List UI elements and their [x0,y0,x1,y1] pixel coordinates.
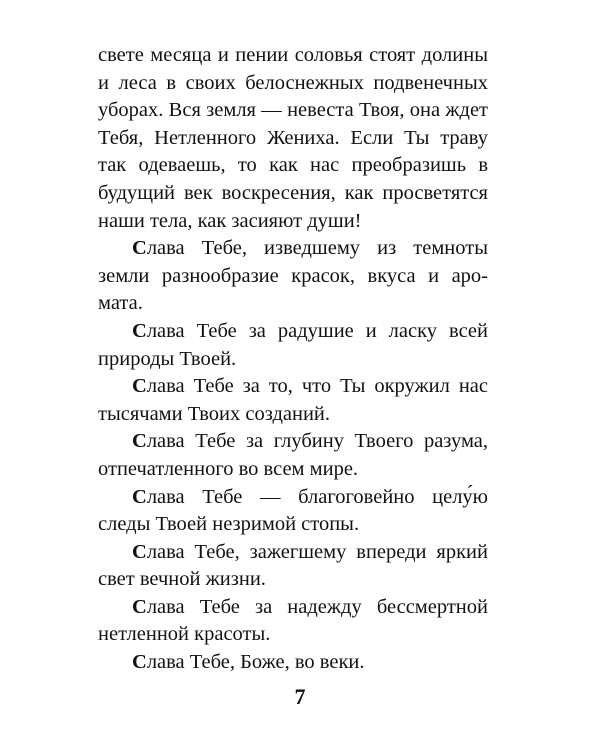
doxology-initial: С [132,651,147,674]
doxology-initial: С [132,319,147,342]
doxology-initial: С [132,540,147,563]
doxology-text: лава Тебе — благоговейно целу́ю следы Твоей незримой стопы. [98,485,488,536]
doxology-paragraph [98,373,488,428]
doxology-initial: С [132,237,147,260]
doxology-paragraph [98,484,488,539]
doxology-paragraph [98,594,488,649]
doxology-initial: С [132,485,147,508]
doxology-paragraph [98,649,488,677]
doxology-paragraph [98,235,488,318]
doxology-text: лава Тебе, Боже, во веки. [146,651,365,674]
doxology-initial: С [132,430,147,453]
doxology-paragraph [98,539,488,594]
doxology-text: лава Тебе, зажегшему впереди яркий свет вечной жизни. [98,540,488,591]
page-text [98,42,488,677]
doxology-paragraph [98,318,488,373]
doxology-initial: С [132,375,147,398]
doxology-text: лава Тебе, изведшему из темноты земли разнообразие красок, вкуса и аромата. [98,237,488,315]
doxology-text: лава Тебе за радушие и ласку всей природы Твоей. [98,319,488,370]
doxology-text: лава Тебе за то, что Ты окружил нас тысячами Твоих созданий. [98,375,488,425]
doxology-initial: С [132,595,147,618]
doxology-text: лава Тебе за глубину Твоего разума, отпечатленного во всем мире. [98,430,488,480]
opening-paragraph: свете месяца и пении соловья стоят долины и леса в своих белоснежных подвенечных уборах. Вся земля — невеста Твоя, она ждет Тебя, Нетленного Жениха. Если Ты траву так одеваешь, то как нас преобразишь в будущий век воскресения, как просветятся наши тела, как засияют души! [98,44,488,232]
doxology-text: лава Тебе за надежду бессмертной нетленной красоты. [98,595,488,646]
page-number: 7 [294,684,306,709]
doxology-paragraph [98,428,488,483]
